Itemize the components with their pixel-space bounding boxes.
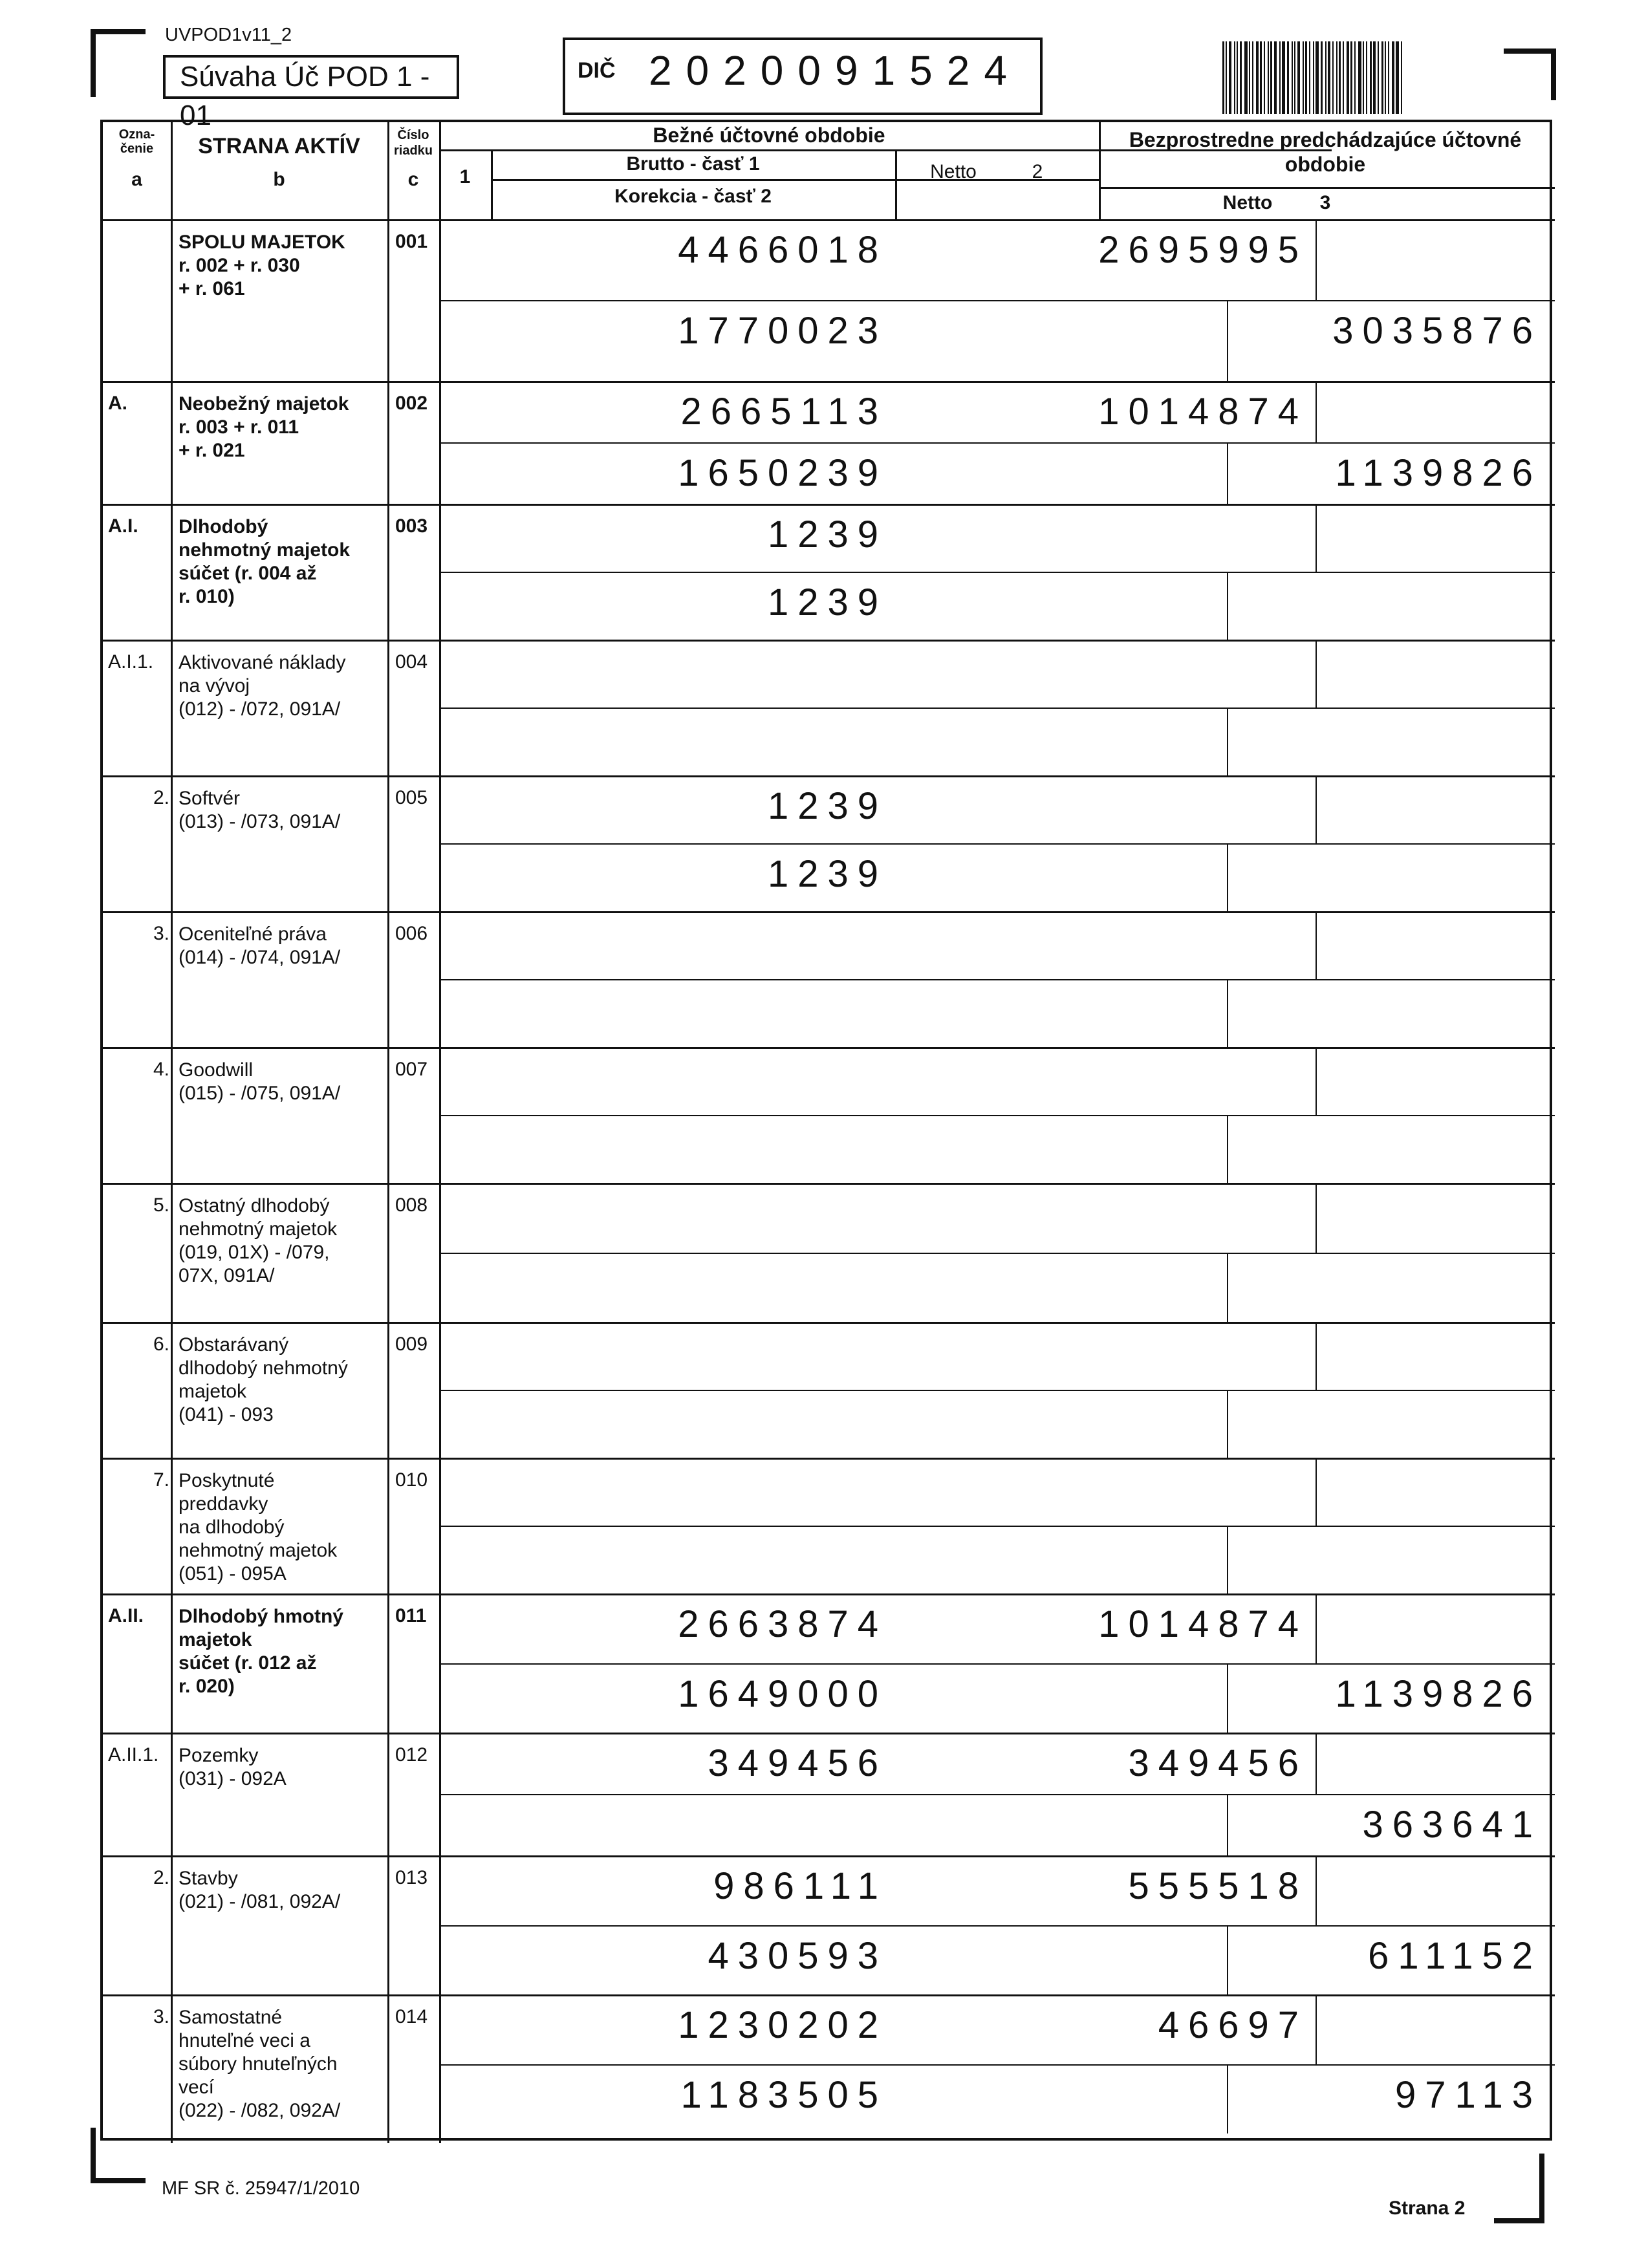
corner-mark-top-right-h — [1504, 49, 1555, 54]
netto-value: 349456 — [1128, 1742, 1308, 1784]
previous-period-title: Bezprostredne predchádzajúce účtovné obdobie — [1129, 128, 1522, 176]
barcode-bar — [1339, 41, 1341, 114]
barcode-bar — [1358, 41, 1361, 114]
grid-line — [1316, 911, 1317, 979]
dic-value: 2020091524 — [649, 47, 1021, 94]
row-designation: A.II. — [108, 1605, 144, 1626]
row-label: Neobežný majetok r. 003 + r. 011 + r. 021 — [179, 393, 349, 461]
barcode-bar — [1378, 41, 1379, 114]
barcode-bar — [1229, 41, 1231, 114]
grid-line — [1227, 707, 1228, 775]
barcode-bar — [1279, 41, 1281, 114]
col-c-letter: c — [407, 169, 419, 190]
korekcia-value: 1650239 — [678, 452, 887, 494]
row-designation: 3. — [153, 2006, 169, 2027]
row-number: 005 — [395, 787, 428, 808]
grid-line — [103, 1047, 1555, 1049]
row-designation: 4. — [153, 1059, 169, 1080]
grid-line — [1316, 1994, 1317, 2064]
grid-line — [103, 775, 1555, 777]
row-number: 009 — [395, 1334, 428, 1355]
brutto-value: 349456 — [708, 1742, 887, 1784]
netto-3-label: Netto — [1222, 192, 1273, 213]
grid-line — [439, 843, 1555, 845]
barcode-bar — [1363, 41, 1364, 114]
grid-line — [439, 1253, 1555, 1254]
row-label: Softvér (013) - /073, 091A/ — [179, 788, 341, 832]
barcode-bar — [1264, 41, 1265, 114]
row-designation: 6. — [153, 1334, 169, 1355]
grid-line — [103, 1458, 1555, 1460]
grid-line — [1227, 843, 1228, 911]
brutto-value: 1230202 — [678, 2004, 887, 2046]
grid-line — [103, 1322, 1555, 1324]
netto-prev-value: 363641 — [1362, 1804, 1542, 1846]
grid-line — [1099, 187, 1555, 189]
row-label: Dlhodobý hmotný majetok súčet (r. 012 až r. 020) — [179, 1606, 343, 1697]
row-label: SPOLU MAJETOK r. 002 + r. 030 + r. 061 — [179, 232, 345, 299]
barcode-bar — [1297, 41, 1300, 114]
grid-line — [103, 504, 1555, 506]
barcode-bar — [1347, 41, 1349, 114]
grid-line — [387, 122, 389, 2143]
col-b-letter: b — [273, 169, 285, 190]
grid-line — [439, 707, 1555, 709]
corner-mark-top-left-h — [91, 29, 146, 34]
netto-2-label: Netto — [930, 161, 977, 182]
grid-line — [103, 381, 1555, 383]
row-label: Stavby (021) - /081, 092A/ — [179, 1868, 341, 1912]
corner-mark-bottom-right — [1539, 2154, 1544, 2223]
row-designation: 3. — [153, 923, 169, 944]
barcode-bar — [1343, 41, 1344, 114]
balance-sheet-table — [100, 120, 1552, 2141]
row-label: Obstarávaný dlhodobý nehmotný majetok (041) - 093 — [179, 1334, 348, 1425]
grid-line — [1316, 1047, 1317, 1115]
grid-line — [103, 1183, 1555, 1185]
grid-line — [439, 122, 441, 2143]
barcode-bar — [1373, 41, 1376, 114]
netto-prev-value: 611152 — [1368, 1935, 1542, 1977]
row-designation: 7. — [153, 1469, 169, 1491]
korekcia-value: 1239 — [767, 581, 887, 623]
barcode-bar — [1388, 41, 1389, 114]
netto-prev-value: 3035876 — [1332, 310, 1542, 352]
grid-line — [103, 219, 1555, 221]
row-number: 003 — [395, 515, 428, 537]
grid-line — [103, 911, 1555, 913]
barcode-bar — [1249, 41, 1250, 114]
corner-mark-top-right — [1551, 49, 1556, 100]
grid-line — [1316, 1733, 1317, 1794]
grid-line — [439, 300, 1555, 301]
barcode-bar — [1270, 41, 1272, 114]
form-title: Súvaha Úč POD 1 - 01 — [163, 55, 459, 99]
ministry-ref: MF SR č. 25947/1/2010 — [162, 2178, 360, 2199]
netto-value: 1014874 — [1098, 1603, 1308, 1645]
row-designation: 5. — [153, 1194, 169, 1216]
grid-line — [1227, 979, 1228, 1047]
row-label: Aktivované náklady na vývoj (012) - /072, 091A/ — [179, 652, 346, 720]
netto-prev-value: 1139826 — [1335, 1673, 1542, 1715]
barcode-bar — [1385, 41, 1386, 114]
barcode-bar — [1256, 41, 1259, 114]
korekcia-value: 1770023 — [678, 310, 887, 352]
barcode-bar — [1313, 41, 1314, 114]
netto-value: 46697 — [1158, 2004, 1308, 2046]
netto-prev-value: 97113 — [1395, 2074, 1542, 2116]
barcode-bar — [1321, 41, 1323, 114]
grid-line — [439, 1390, 1555, 1391]
netto-value: 2695995 — [1098, 229, 1308, 271]
row-designation: A.I. — [108, 515, 138, 537]
grid-line — [439, 572, 1555, 573]
korekcia-value: 1649000 — [678, 1673, 887, 1715]
barcode-bar — [1336, 41, 1337, 114]
grid-line — [103, 1733, 1555, 1734]
barcode-bar — [1226, 41, 1227, 114]
row-designation: 2. — [153, 787, 169, 808]
row-number: 002 — [395, 393, 428, 414]
brutto-value: 1239 — [767, 785, 887, 827]
netto-value: 1014874 — [1098, 391, 1308, 433]
korekcia-label: Korekcia - časť 2 — [614, 186, 772, 207]
grid-line — [1316, 1855, 1317, 1925]
grid-line — [439, 442, 1555, 444]
page-number: Strana 2 — [1389, 2198, 1466, 2219]
barcode-bar — [1401, 41, 1402, 114]
row-label: Ostatný dlhodobý nehmotný majetok (019, 01X) - /079, 07X, 091A/ — [179, 1195, 338, 1286]
grid-line — [439, 2064, 1555, 2066]
grid-line — [439, 1794, 1555, 1795]
col-b-title: STRANA AKTÍV — [198, 134, 360, 158]
grid-line — [1316, 381, 1317, 442]
row-number: 014 — [395, 2006, 428, 2027]
barcode — [1222, 41, 1455, 114]
corner-mark-bottom-left — [91, 2128, 96, 2183]
barcode-bar — [1294, 41, 1295, 114]
grid-line — [1316, 1183, 1317, 1253]
grid-line — [1316, 219, 1317, 300]
grid-line — [1316, 640, 1317, 707]
barcode-bar — [1244, 41, 1248, 114]
barcode-bar — [1396, 41, 1399, 114]
grid-line — [1227, 1390, 1228, 1458]
barcode-bar — [1332, 41, 1334, 114]
row-number: 008 — [395, 1194, 428, 1216]
grid-line — [171, 122, 173, 2143]
barcode-bar — [1260, 41, 1262, 114]
barcode-bar — [1268, 41, 1269, 114]
grid-line — [439, 1925, 1555, 1927]
row-designation: A.I.1. — [108, 651, 154, 673]
barcode-bar — [1292, 41, 1293, 114]
brutto-label: Brutto - časť 1 — [626, 153, 760, 175]
grid-line — [1316, 1458, 1317, 1526]
grid-line — [1227, 1253, 1228, 1322]
grid-line — [439, 1663, 1555, 1665]
row-number: 007 — [395, 1059, 428, 1080]
col-a-letter: a — [131, 169, 142, 190]
netto-prev-value: 1139826 — [1335, 452, 1542, 494]
barcode-bar — [1282, 41, 1285, 114]
row-number: 001 — [395, 231, 428, 252]
row-number: 006 — [395, 923, 428, 944]
korekcia-value: 430593 — [708, 1935, 887, 1977]
barcode-bar — [1303, 41, 1304, 114]
barcode-bar — [1392, 41, 1394, 114]
barcode-bar — [1237, 41, 1238, 114]
grid-line — [1316, 775, 1317, 843]
row-label: Oceniteľné práva (014) - /074, 091A/ — [179, 923, 341, 968]
grid-line — [103, 1994, 1555, 1996]
brutto-value: 2665113 — [680, 391, 887, 433]
row-label: Dlhodobý nehmotný majetok súčet (r. 004 až r. 010) — [179, 516, 351, 607]
barcode-bar — [1354, 41, 1356, 114]
form-code: UVPOD1v11_2 — [165, 25, 292, 45]
barcode-bar — [1222, 41, 1224, 114]
grid-line — [1099, 122, 1101, 219]
barcode-bar — [1370, 41, 1372, 114]
row-number: 011 — [395, 1605, 427, 1626]
row-designation: A.II.1. — [108, 1744, 159, 1766]
grid-line — [439, 1526, 1555, 1527]
row-label: Pozemky (031) - 092A — [179, 1745, 287, 1789]
grid-line — [1227, 1115, 1228, 1183]
row-number: 004 — [395, 651, 428, 673]
col-a-title: Ozna- čenie — [118, 127, 155, 156]
grid-line — [103, 1593, 1555, 1595]
row-number: 012 — [395, 1744, 428, 1766]
col-c-title: Číslo riadku — [393, 128, 433, 158]
corner-mark-bottom-left-h — [91, 2178, 146, 2183]
row-number: 010 — [395, 1469, 428, 1491]
brutto-value: 4466018 — [678, 229, 887, 271]
grid-line — [439, 1115, 1555, 1116]
barcode-bar — [1234, 41, 1235, 114]
barcode-bar — [1287, 41, 1289, 114]
netto-value: 555518 — [1128, 1865, 1308, 1907]
row-designation: 2. — [153, 1867, 169, 1888]
barcode-bar — [1381, 41, 1383, 114]
grid-line — [1316, 504, 1317, 572]
barcode-bar — [1309, 41, 1310, 114]
brutto-value: 986111 — [713, 1865, 887, 1907]
brutto-value: 1239 — [767, 513, 887, 556]
row-label: Poskytnuté preddavky na dlhodobý nehmotný majetok (051) - 095A — [179, 1470, 338, 1584]
row-label: Samostatné hnuteľné veci a súbory hnuteľných vecí (022) - /082, 092A/ — [179, 2007, 341, 2121]
corner-mark-top-left — [91, 29, 96, 97]
grid-line — [1227, 572, 1228, 640]
grid-line — [103, 1855, 1555, 1857]
row-label: Goodwill (015) - /075, 091A/ — [179, 1059, 341, 1104]
barcode-bar — [1316, 41, 1319, 114]
dic-label: DIČ — [578, 58, 616, 83]
barcode-bar — [1366, 41, 1367, 114]
barcode-bar — [1325, 41, 1326, 114]
row-number: 013 — [395, 1867, 428, 1888]
grid-line — [1316, 1322, 1317, 1390]
netto-3-number: 3 — [1319, 192, 1331, 213]
barcode-bar — [1274, 41, 1277, 114]
row-designation: A. — [108, 393, 127, 414]
barcode-bar — [1305, 41, 1307, 114]
grid-line — [1227, 1526, 1228, 1593]
brutto-value: 2663874 — [678, 1603, 887, 1645]
grid-line — [439, 979, 1555, 980]
current-period-title: Bežné účtovné obdobie — [653, 124, 885, 147]
col-1-number: 1 — [459, 166, 471, 188]
korekcia-value: 1239 — [767, 853, 887, 895]
netto-2-number: 2 — [1032, 161, 1043, 182]
corner-mark-bottom-right-h — [1494, 2218, 1544, 2223]
grid-line — [895, 149, 897, 219]
grid-line — [1316, 1593, 1317, 1663]
grid-line — [103, 640, 1555, 642]
barcode-bar — [1252, 41, 1253, 114]
barcode-bar — [1240, 41, 1242, 114]
korekcia-value: 1183505 — [680, 2074, 887, 2116]
barcode-bar — [1328, 41, 1330, 114]
barcode-bar — [1350, 41, 1352, 114]
